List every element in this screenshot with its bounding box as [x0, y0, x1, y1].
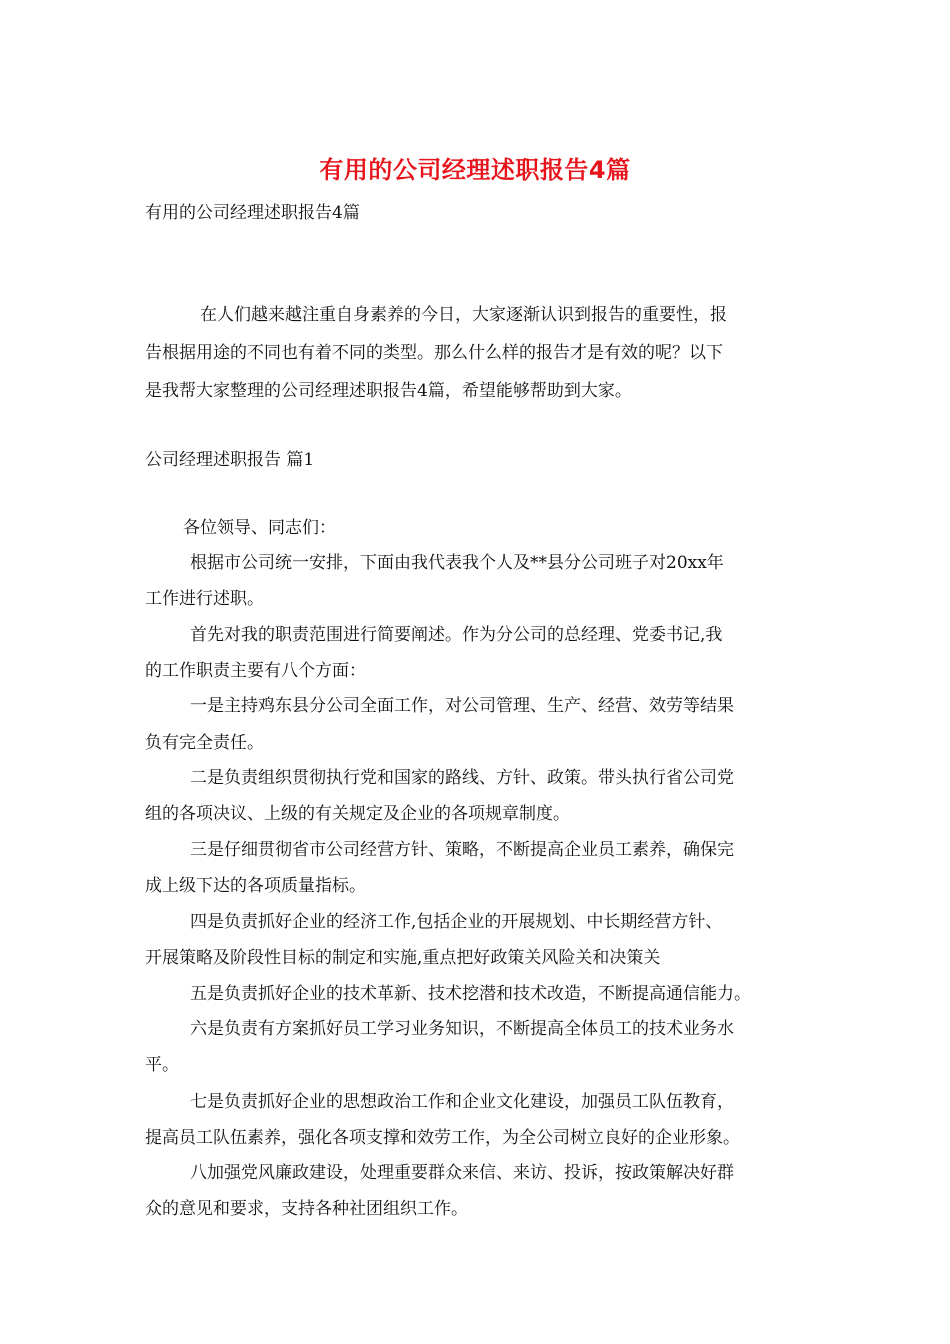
body-line: 五是负责抓好企业的技术革新、技术挖潜和技术改造，不断提高通信能力。 [190, 984, 751, 1004]
salutation: 各位领导、同志们： [183, 518, 336, 538]
intro-line-3: 是我帮大家整理的公司经理述职报告4篇，希望能够帮助到大家。 [145, 381, 632, 401]
body-line: 首先对我的职责范围进行简要阐述。作为分公司的总经理、党委书记,我 [190, 625, 723, 645]
body-line: 六是负责有方案抓好员工学习业务知识，不断提高全体员工的技术业务水 [190, 1019, 734, 1039]
body-line: 八加强党风廉政建设，处理重要群众来信、来访、投诉，按政策解决好群 [190, 1163, 734, 1183]
body-line: 提高员工队伍素养，强化各项支撑和效劳工作，为全公司树立良好的企业形象。 [145, 1128, 740, 1148]
body-line: 的工作职责主要有八个方面： [145, 661, 366, 681]
document-subtitle: 有用的公司经理述职报告4篇 [145, 203, 360, 223]
body-line: 负有完全责任。 [145, 733, 264, 753]
body-line: 平。 [145, 1055, 179, 1075]
body-line: 根据市公司统一安排，下面由我代表我个人及**县分公司班子对20xx年 [190, 553, 724, 573]
body-line: 组的各项决议、上级的有关规定及企业的各项规章制度。 [145, 804, 570, 824]
body-line: 一是主持鸡东县分公司全面工作，对公司管理、生产、经营、效劳等结果 [190, 696, 734, 716]
body-line: 三是仔细贯彻省市公司经营方针、策略，不断提高企业员工素养，确保完 [190, 840, 734, 860]
body-line: 工作进行述职。 [145, 589, 264, 609]
body-line: 众的意见和要求，支持各种社团组织工作。 [145, 1199, 468, 1219]
section-heading: 公司经理述职报告 篇1 [145, 450, 315, 470]
document-title: 有用的公司经理述职报告4篇 [319, 156, 631, 184]
intro-line-2: 告根据用途的不同也有着不同的类型。那么什么样的报告才是有效的呢？以下 [145, 343, 723, 363]
body-line: 七是负责抓好企业的思想政治工作和企业文化建设，加强员工队伍教育， [190, 1092, 734, 1112]
body-line: 二是负责组织贯彻执行党和国家的路线、方针、政策。带头执行省公司党 [190, 768, 734, 788]
body-line: 成上级下达的各项质量指标。 [145, 876, 366, 896]
body-line: 开展策略及阶段性目标的制定和实施,重点把好政策关风险关和决策关 [145, 948, 661, 968]
intro-line-1: 在人们越来越注重自身素养的今日，大家逐渐认识到报告的重要性，报 [200, 305, 727, 325]
body-line: 四是负责抓好企业的经济工作,包括企业的开展规划、中长期经营方针、 [190, 912, 723, 932]
